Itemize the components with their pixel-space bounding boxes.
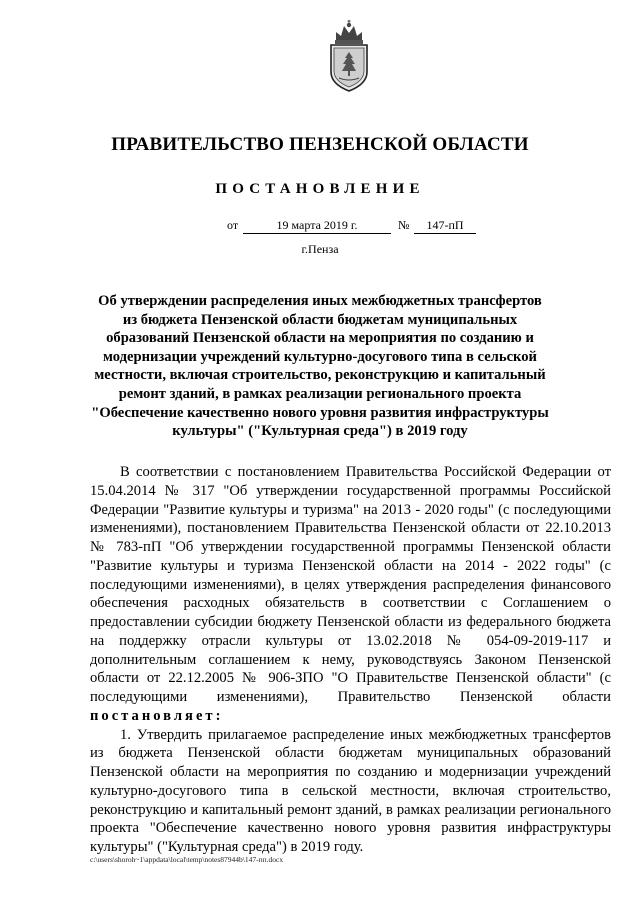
document-type-title: ПОСТАНОВЛЕНИЕ: [215, 181, 425, 197]
footer-file-path: c:\users\shoroh~1\appdata\local\temp\notes87944b\147-пп.docx: [90, 855, 284, 864]
document-subject: Об утверждении распределения иных межбюджетных трансфертов из бюджета Пензенской области бюджетам муниципальных образований Пензенской области на мероприятия по созданию и модернизации учреждений культурно-досугового типа в сельской местности, включая строительство, реконструкцию и капитальный ремонт зданий, в рамках реализации регионального проекта "Обеспечение качественно нового уровня развития инфраструктуры культуры" ("Культурная среда") в 2019 году: [91, 293, 549, 440]
penza-region-coat-of-arms-icon: [322, 20, 376, 94]
document-body: [90, 463, 611, 857]
document-date: 19 марта 2019 г.: [243, 218, 391, 234]
number-prefix: №: [398, 218, 410, 232]
government-title: ПРАВИТЕЛЬСТВО ПЕНЗЕНСКОЙ ОБЛАСТИ: [111, 134, 529, 155]
preamble-paragraph: [90, 463, 611, 726]
document-number: 147-пП: [414, 218, 476, 234]
document-details-row: [0, 218, 640, 236]
city-label: г.Пенза: [301, 242, 339, 256]
clause-1-paragraph: 1. Утвердить прилагаемое распределение иных межбюджетных трансфертов из бюджета Пензенской области бюджетам муниципальных образований Пензенской области на мероприятия по созданию и модернизации учреждений культурно-досугового типа в сельской местности, включая строительство, реконструкцию и капитальный ремонт зданий, в рамках реализации регионального проекта "Обеспечение качественно нового уровня развития инфраструктуры культуры" ("Культурная среда") в 2019 году.: [90, 726, 611, 855]
preamble-text: В соответствии с постановлением Правительства Российской Федерации от 15.04.2014 № 317 "Об утверждении государственной программы Российской Федерации "Развитие культуры и туризма" на 2013 - 2020 годы" (с последующими изменениями), постановлением Правительства Пензенской области от 22.10.2013 № 783-пП "Об утверждении государственной программы Пензенской области "Развитие культуры и туризма Пензенской области на 2014 - 2022 годы" (с последующими изменениями), в целях утверждения распределения финансового обеспечения расходных обязательств в соответствии с Соглашением о предоставлении субсидии бюджету Пензенской области из федерального бюджета на поддержку отрасли культуры от 13.02.2018 № 054-09-2019-117 и дополнительным соглашением к нему, руководствуясь Законом Пензенской области от 22.12.2005 № 906-ЗПО "О Правительстве Пензенской области" (с последующими изменениями), Правительство Пензенской области: [90, 464, 611, 705]
date-prefix: от: [227, 218, 239, 232]
resolves-word: постановляет:: [90, 707, 224, 724]
